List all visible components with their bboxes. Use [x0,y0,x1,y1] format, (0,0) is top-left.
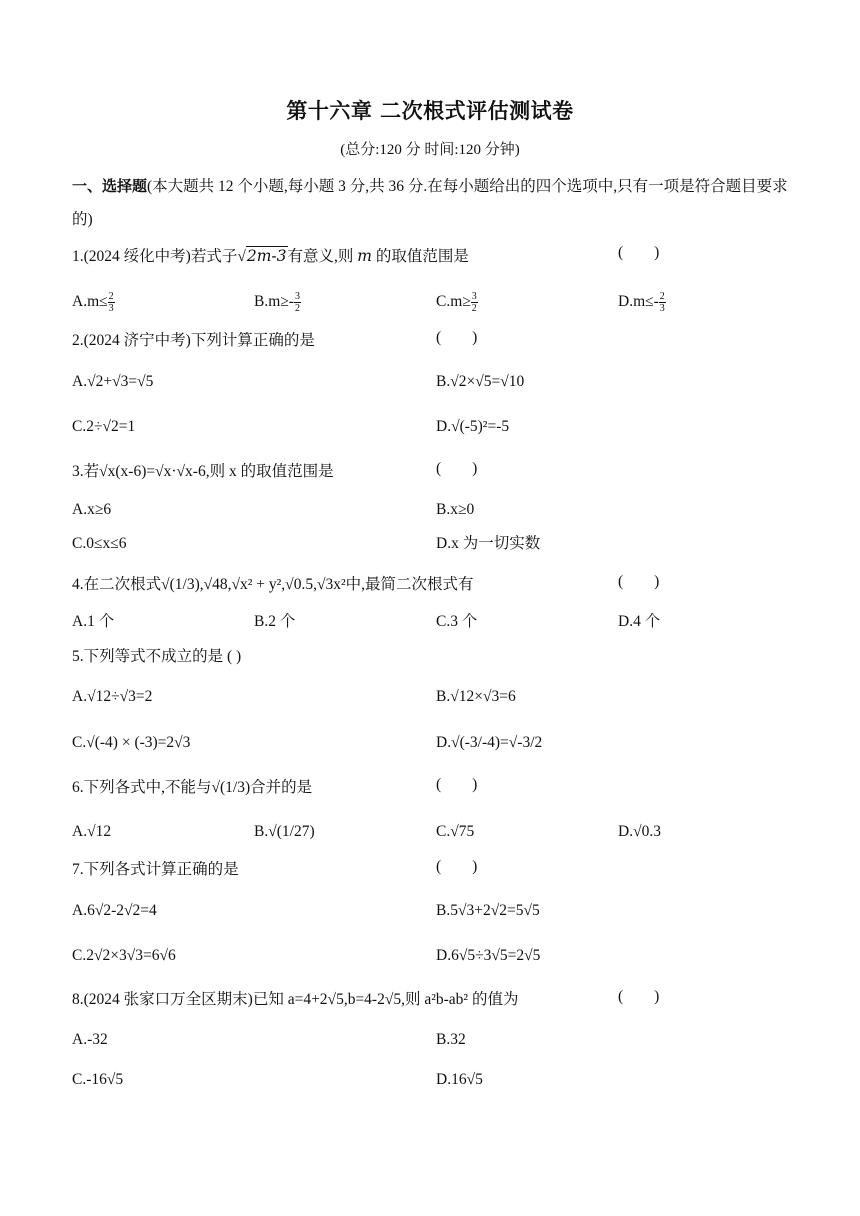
option-B: B.√2×√5=√10 [436,373,525,390]
question-1-stem: 1.(2024 绥化中考)若式子√2m-3有意义,则 m 的取值范围是 [72,247,469,265]
answer-blank[interactable]: ( ) [436,858,478,875]
option-B: B.32 [436,1031,466,1048]
option-D: D.√(-5)²=-5 [436,418,510,435]
option-B: B.√(1/27) [254,823,315,840]
option-A: A.x≥6 [72,501,112,518]
option-C: C.√75 [436,823,475,840]
section-instructions: (本大题共 12 个小题,每小题 3 分,共 36 分.在每小题给出的四个选项中,只有一项是符合题目要求的) [72,178,788,228]
option-D: D.√(-3/-4)=√-3/2 [436,734,543,751]
option-B: B.m≥- $\frac{3}{2}$ [254,290,300,314]
question-8-stem: 8.(2024 张家口万全区期末)已知 a=4+2√5,b=4-2√5,则 a²b-ab² 的值为 [72,991,519,1008]
option-D: D.6√5÷3√5=2√5 [436,947,541,964]
option-A: A.m≤ $\frac{2}{3}$ [72,290,114,314]
option-C: C.√(-4) × (-3)=2√3 [72,734,191,751]
question-4-stem: 4.在二次根式√(1/3),√48,√x² + y²,√0.5,√3x²中,最简二次根式有 [72,576,474,593]
page-title: 第十六章 二次根式评估测试卷 [286,99,574,123]
question-5-stem: 5.下列等式不成立的是 ( ) [72,648,242,665]
option-C: C.-16√5 [72,1071,124,1088]
option-C: C.2√2×3√3=6√6 [72,947,176,964]
option-D: D.16√5 [436,1071,483,1088]
question-3-stem: 3.若√x(x-6)=√x·√x-6,则 x 的取值范围是 [72,463,334,480]
option-D: D.√0.3 [618,823,661,840]
question-6-stem: 6.下列各式中,不能与√(1/3)合并的是 [72,779,313,796]
option-B: B.√12×√3=6 [436,688,516,705]
option-B: B.2 个 [254,613,296,630]
option-A: A.-32 [72,1031,108,1048]
question-7-stem: 7.下列各式计算正确的是 [72,861,239,878]
section-title: 一、选择题 [72,177,148,195]
option-D: D.4 个 [618,613,661,630]
option-B: B.x≥0 [436,501,475,518]
option-B: B.5√3+2√2=5√5 [436,902,540,919]
answer-blank[interactable]: ( ) [618,573,660,590]
option-D: D.m≤- $\frac{2}{3}$ [618,290,665,314]
option-C: C.3 个 [436,613,478,630]
answer-blank[interactable]: ( ) [227,648,242,665]
answer-blank[interactable]: ( ) [436,329,478,346]
option-C: C.m≥ $\frac{3}{2}$ [436,290,477,314]
section-heading [72,170,792,236]
option-A: A.√12÷√3=2 [72,688,153,705]
option-C: C.0≤x≤6 [72,535,127,552]
exam-info: (总分:120 分 时间:120 分钟) [340,142,520,158]
answer-blank[interactable]: ( ) [436,776,478,793]
answer-blank[interactable]: ( ) [618,988,660,1005]
option-A: A.1 个 [72,613,115,630]
answer-blank[interactable]: ( ) [618,244,660,261]
answer-blank[interactable]: ( ) [436,460,478,477]
option-A: A.6√2-2√2=4 [72,902,157,919]
option-C: C.2÷√2=1 [72,418,136,435]
question-2-stem: 2.(2024 济宁中考)下列计算正确的是 [72,332,315,349]
option-D: D.x 为一切实数 [436,535,541,552]
option-A: A.√12 [72,823,112,840]
option-A: A.√2+√3=√5 [72,373,154,390]
